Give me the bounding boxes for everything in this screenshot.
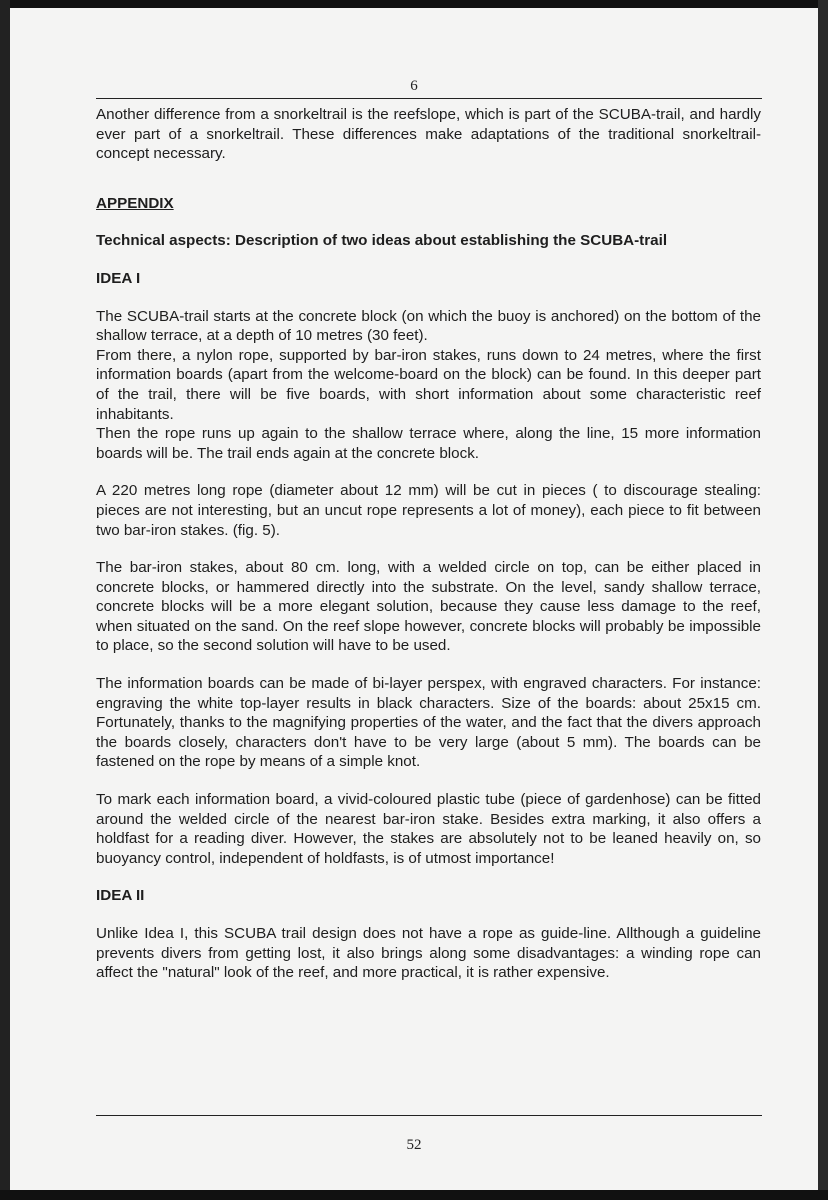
- appendix-subtitle: Technical aspects: Description of two ideas about establishing the SCUBA-trail: [96, 232, 668, 250]
- footer-page-number: 52: [406, 1137, 422, 1153]
- idea1-paragraph-1: The SCUBA-trail starts at the concrete block (on which the buoy is anchored) on the bottom of the shallow terrace, at a depth of 10 metres (30 feet).: [96, 307, 761, 345]
- idea2-heading: IDEA II: [96, 887, 145, 905]
- scan-border-left: [0, 0, 10, 1200]
- idea1-paragraph-3: Then the rope runs up again to the shallow terrace where, along the line, 15 more information boards will be. The trail ends again at the concrete block.: [96, 425, 761, 462]
- page: [10, 8, 818, 1190]
- appendix-title: APPENDIX: [96, 194, 174, 212]
- idea1-paragraph-5: The bar-iron stakes, about 80 cm. long, with a welded circle on top, can be either placed in concrete blocks, or hammered directly into the substrate. On the level, sandy shallow terrace, concrete blocks will be a more elegant solution, because they cause less damage to the reef, when situated on the sand. On the reef slope however, concrete blocks will probably be impossible to place, so the second solution will have to be used.: [96, 559, 761, 655]
- idea1-heading: IDEA I: [96, 269, 141, 287]
- idea2-paragraph-1: Unlike Idea I, this SCUBA trail design does not have a rope as guide-line. Allthough a guideline prevents divers from getting lost, it also brings along some disadvantages: a winding rope can affect the "natural" look of the reef, and more practical, it is rather expensive.: [96, 925, 761, 982]
- idea1-paragraph-6: The information boards can be made of bi-layer perspex, with engraved characters. For instance: engraving the white top-layer results in black characters. Size of the boards: about 25x15 cm. Fortunately, thanks to the magnifying properties of the water, and the fact that the divers approach the boards closely, characters don't have to be very large (about 5 mm). The boards can be fastened on the rope by means of a simple knot.: [96, 675, 761, 771]
- intro-paragraph: Another difference from a snorkeltrail is the reefslope, which is part of the SCUBA-trail, and hardly ever part of a snorkeltrail. These differences make adaptations of the traditional snorkeltrail-concept necessary.: [96, 106, 761, 163]
- footer-rule: [96, 1115, 762, 1116]
- idea1-paragraph-4: A 220 metres long rope (diameter about 12 mm) will be cut in pieces ( to discourage stealing: pieces are not interesting, but an uncut rope represents a lot of money), each piece to fit between two bar-iron stakes. (fig. 5).: [96, 482, 761, 539]
- scan-border-right: [818, 0, 828, 1200]
- page-body: [96, 105, 761, 983]
- header-page-number: 6: [410, 78, 418, 94]
- scan-border-bottom: [0, 1190, 828, 1200]
- idea1-paragraph-7: To mark each information board, a vivid-coloured plastic tube (piece of gardenhose) can be fitted around the welded circle of the nearest bar-iron stake. Besides extra marking, it also offers a holdfast for a reading diver. However, the stakes are absolutely not to be leaned heavily on, so buoyancy control, independent of holdfasts, is of utmost importance!: [96, 791, 761, 867]
- idea1-paragraph-2: From there, a nylon rope, supported by bar-iron stakes, runs down to 24 metres, where the first information boards (apart from the welcome-board on the block) can be found. In this deeper part of the trail, there will be five boards, with short information about some characteristic reef inhabitants.: [96, 346, 761, 423]
- scan-border-top: [0, 0, 828, 8]
- header-rule: [96, 98, 762, 99]
